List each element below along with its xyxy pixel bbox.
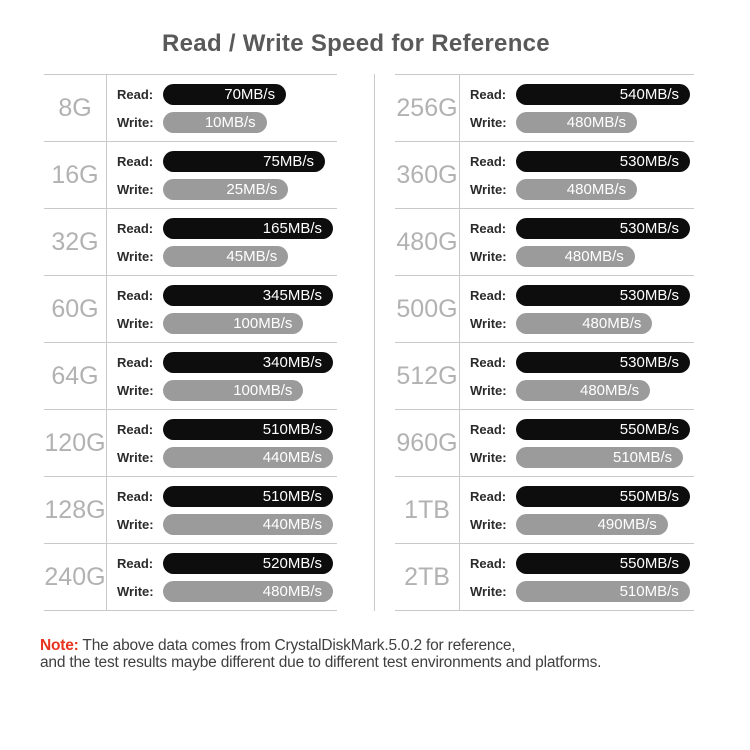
read-speed-bar: 340MB/s — [163, 352, 333, 373]
table-row — [395, 544, 694, 611]
write-speed-bar: 480MB/s — [516, 313, 652, 334]
read-label: Read: — [470, 489, 507, 504]
write-speed-bar: 10MB/s — [163, 112, 267, 133]
write-label: Write: — [470, 517, 507, 532]
read-label: Read: — [470, 288, 507, 303]
write-speed-bar: 480MB/s — [516, 112, 637, 133]
read-label: Read: — [117, 355, 154, 370]
read-label: Read: — [470, 221, 507, 236]
capacity-label: 8G — [44, 75, 107, 141]
write-speed-bar: 490MB/s — [516, 514, 668, 535]
write-speed-bar: 510MB/s — [516, 447, 683, 468]
capacity-label: 256G — [395, 75, 460, 141]
write-label: Write: — [117, 182, 154, 197]
read-label: Read: — [117, 422, 154, 437]
read-label: Read: — [470, 87, 507, 102]
write-speed-bar: 25MB/s — [163, 179, 288, 200]
capacity-label: 512G — [395, 343, 460, 409]
read-speed-bar: 520MB/s — [163, 553, 333, 574]
read-speed-bar: 345MB/s — [163, 285, 333, 306]
write-label: Write: — [470, 450, 507, 465]
table-row — [44, 544, 337, 611]
write-label: Write: — [117, 584, 154, 599]
read-speed-bar: 165MB/s — [163, 218, 333, 239]
capacity-label: 120G — [44, 410, 107, 476]
write-speed-bar: 440MB/s — [163, 514, 333, 535]
write-label: Write: — [117, 450, 154, 465]
speed-table-left — [44, 74, 337, 611]
write-label: Write: — [117, 249, 154, 264]
table-row — [395, 142, 694, 209]
speed-bars — [460, 343, 694, 409]
speed-bars — [460, 544, 694, 610]
read-speed-bar: 540MB/s — [516, 84, 690, 105]
read-label: Read: — [117, 556, 154, 571]
speed-bars — [107, 477, 337, 543]
speed-bars — [107, 276, 337, 342]
speed-bars — [107, 209, 337, 275]
write-label: Write: — [117, 316, 154, 331]
read-speed-bar: 530MB/s — [516, 352, 690, 373]
read-speed-bar: 530MB/s — [516, 285, 690, 306]
write-label: Write: — [117, 115, 154, 130]
capacity-label: 2TB — [395, 544, 460, 610]
speed-bars — [460, 477, 694, 543]
read-speed-bar: 550MB/s — [516, 486, 690, 507]
speed-bars — [460, 276, 694, 342]
write-label: Write: — [470, 316, 507, 331]
capacity-label: 480G — [395, 209, 460, 275]
read-speed-bar: 510MB/s — [163, 419, 333, 440]
read-label: Read: — [470, 154, 507, 169]
footnote-line2: and the test results maybe different due to different test environments and platforms. — [40, 654, 602, 671]
write-label: Write: — [470, 115, 507, 130]
speed-bars — [107, 75, 337, 141]
read-speed-bar: 75MB/s — [163, 151, 325, 172]
table-row — [395, 343, 694, 410]
write-label: Write: — [470, 182, 507, 197]
read-label: Read: — [117, 489, 154, 504]
write-speed-bar: 100MB/s — [163, 380, 303, 401]
write-label: Write: — [470, 383, 507, 398]
page-title: Read / Write Speed for Reference — [162, 30, 550, 57]
footnote — [40, 637, 745, 671]
write-label: Write: — [470, 249, 507, 264]
read-speed-bar: 550MB/s — [516, 419, 690, 440]
read-speed-bar: 510MB/s — [163, 486, 333, 507]
read-label: Read: — [117, 288, 154, 303]
speed-bars — [460, 209, 694, 275]
write-speed-bar: 480MB/s — [516, 380, 650, 401]
speed-table-right — [395, 74, 694, 611]
read-speed-bar: 530MB/s — [516, 151, 690, 172]
footnote-line1: The above data comes from CrystalDiskMark.5.0.2 for reference, — [78, 637, 516, 654]
speed-bars — [107, 410, 337, 476]
write-speed-bar: 440MB/s — [163, 447, 333, 468]
table-row — [44, 477, 337, 544]
table-row — [395, 276, 694, 343]
capacity-label: 1TB — [395, 477, 460, 543]
capacity-label: 64G — [44, 343, 107, 409]
capacity-label: 960G — [395, 410, 460, 476]
write-speed-bar: 480MB/s — [516, 246, 635, 267]
table-row — [44, 142, 337, 209]
write-label: Write: — [117, 383, 154, 398]
capacity-label: 360G — [395, 142, 460, 208]
write-label: Write: — [117, 517, 154, 532]
capacity-label: 240G — [44, 544, 107, 610]
capacity-label: 32G — [44, 209, 107, 275]
write-speed-bar: 45MB/s — [163, 246, 288, 267]
speed-bars — [460, 142, 694, 208]
capacity-label: 128G — [44, 477, 107, 543]
speed-bars — [107, 343, 337, 409]
read-speed-bar: 70MB/s — [163, 84, 286, 105]
write-speed-bar: 100MB/s — [163, 313, 303, 334]
read-speed-bar: 550MB/s — [516, 553, 690, 574]
speed-bars — [460, 75, 694, 141]
speed-bars — [107, 142, 337, 208]
footnote-note-label: Note: — [40, 637, 79, 654]
speed-bars — [460, 410, 694, 476]
table-row — [395, 75, 694, 142]
read-label: Read: — [470, 355, 507, 370]
capacity-label: 500G — [395, 276, 460, 342]
write-label: Write: — [470, 584, 507, 599]
read-speed-bar: 530MB/s — [516, 218, 690, 239]
table-row — [395, 477, 694, 544]
table-row — [44, 410, 337, 477]
speed-bars — [107, 544, 337, 610]
table-row — [395, 410, 694, 477]
table-row — [44, 75, 337, 142]
read-label: Read: — [117, 221, 154, 236]
table-row — [44, 343, 337, 410]
table-row — [44, 276, 337, 343]
read-label: Read: — [117, 87, 154, 102]
read-label: Read: — [470, 556, 507, 571]
capacity-label: 16G — [44, 142, 107, 208]
table-divider — [374, 74, 375, 611]
table-row — [395, 209, 694, 276]
table-row — [44, 209, 337, 276]
capacity-label: 60G — [44, 276, 107, 342]
write-speed-bar: 480MB/s — [163, 581, 333, 602]
read-label: Read: — [117, 154, 154, 169]
write-speed-bar: 510MB/s — [516, 581, 690, 602]
write-speed-bar: 480MB/s — [516, 179, 637, 200]
read-label: Read: — [470, 422, 507, 437]
